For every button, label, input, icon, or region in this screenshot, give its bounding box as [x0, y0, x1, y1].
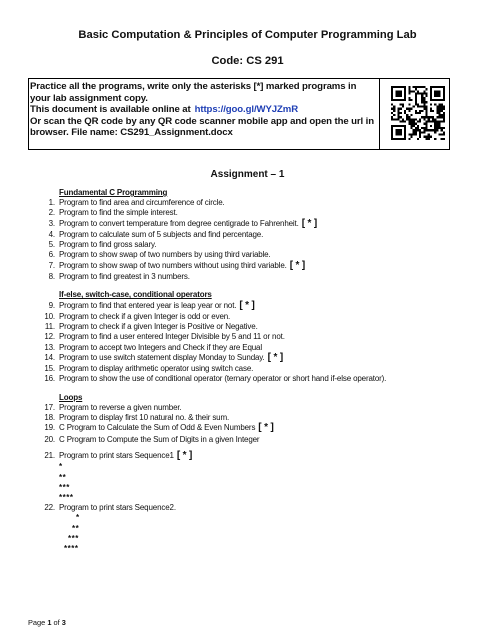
item-number: 20.: [44, 434, 55, 444]
asterisk-mark: [ * ]: [176, 449, 193, 461]
item-number: 4.: [48, 230, 55, 240]
item-text: Program to show swap of two numbers without using third variable.: [59, 260, 287, 270]
notice-text: [30, 81, 376, 139]
list-item: [40, 451, 470, 463]
list-item: [40, 198, 470, 208]
list-item: [40, 301, 470, 313]
online-label: This document is available online at: [30, 104, 191, 116]
notice-line-2: your lab assignment copy.: [30, 92, 148, 104]
item-text: Program to show the use of conditional operator (ternary operator or short hand if-else operator).: [59, 374, 387, 384]
list-item: [40, 240, 470, 250]
section-heading: If-else, switch-case, conditional operators: [59, 290, 212, 300]
footer-total: 3: [61, 618, 66, 627]
section-gap: [40, 385, 470, 393]
item-text: Program to reverse a given number.: [59, 402, 182, 412]
item-number: 18.: [44, 413, 55, 422]
notice-line-4: Or scan the QR code by any QR code scanner mobile app and open the url in: [30, 115, 375, 127]
list-item: [40, 230, 470, 240]
list-item: [40, 261, 470, 273]
list-item: [40, 332, 470, 342]
item-number: 16.: [44, 374, 55, 384]
item-text: Program to use switch statement display Monday to Sunday.: [59, 352, 265, 362]
page-footer: [28, 618, 66, 627]
item-text: Program to display first 10 natural no. & their sum.: [59, 413, 230, 422]
star-row: **: [72, 523, 80, 533]
notice-line-5: browser. File name: CS291_Assignment.docx: [30, 127, 233, 139]
list-item: [40, 250, 470, 260]
item-text: Program to print stars Sequence1: [59, 450, 174, 460]
document-title: Basic Computation & Principles of Computer Programming Lab: [78, 29, 417, 41]
document-url-link[interactable]: https://goo.gl/WYJZmR: [194, 104, 299, 116]
item-number: 7.: [48, 260, 55, 270]
list-item: [40, 413, 470, 423]
asterisk-mark: [ * ]: [258, 422, 274, 434]
asterisk-mark: [ * ]: [267, 351, 283, 363]
item-text: Program to find area and circumference of circle.: [59, 198, 225, 208]
item-number: 9.: [48, 300, 55, 310]
item-number: 13.: [44, 342, 55, 352]
star-row: ****: [59, 492, 74, 502]
section-heading: Fundamental C Programming: [59, 188, 168, 197]
list-item: [40, 322, 470, 332]
box-divider: [379, 79, 380, 149]
item-text: Program to find that entered year is leap year or not.: [59, 300, 237, 310]
item-text: Program to check if a given Integer is odd or even.: [59, 312, 231, 321]
item-number: 10.: [44, 312, 55, 321]
program-list: [40, 188, 470, 554]
section-gap: [40, 282, 470, 290]
item-number: 19.: [44, 423, 55, 433]
item-text: Program to print stars Sequence2.: [59, 503, 176, 513]
asterisk-mark: [ * ]: [301, 217, 318, 229]
list-item: [40, 364, 470, 374]
list-item: [40, 208, 470, 218]
item-number: 15.: [44, 364, 55, 374]
asterisk-mark: [ * ]: [289, 259, 306, 271]
list-item: [40, 219, 470, 231]
item-text: Program to calculate sum of 5 subjects and find percentage.: [59, 230, 264, 240]
item-number: 2.: [48, 208, 55, 218]
item-number: 3.: [48, 218, 55, 228]
footer-middle: of: [51, 618, 62, 627]
list-item: [40, 423, 470, 435]
item-number: 11.: [44, 322, 55, 332]
item-number: 8.: [48, 272, 55, 282]
list-item: [40, 503, 470, 513]
notice-line-1: Practice all the programs, write only the asterisks [*] marked programs in: [30, 81, 357, 92]
item-text: Program to check if a given Integer is Positive or Negative.: [59, 322, 258, 332]
item-text: Program to display arithmetic operator using switch case.: [59, 364, 254, 374]
item-text: Program to find the simple interest.: [59, 208, 178, 218]
star-row: ***: [68, 533, 79, 543]
item-number: 12.: [44, 332, 55, 342]
asterisk-mark: [ * ]: [239, 299, 255, 311]
list-item: [40, 353, 470, 365]
section-heading: Loops: [59, 392, 83, 402]
assignment-title: Assignment – 1: [210, 169, 285, 180]
qr-code-icon: [391, 86, 445, 140]
item-text: Program to accept two Integers and Check if they are Equal: [59, 342, 262, 352]
star-row: ***: [59, 482, 70, 492]
item-text: C Program to Calculate the Sum of Odd & Even Numbers: [59, 423, 256, 433]
star-row: ****: [64, 543, 79, 553]
list-item: [40, 403, 470, 413]
item-text: Program to find a user entered Integer Divisible by 5 and 11 or not.: [59, 332, 285, 342]
notice-box: [28, 78, 450, 150]
footer-prefix: Page: [28, 618, 48, 627]
list-item: [40, 374, 470, 384]
list-item: [40, 435, 470, 445]
footer-page: 1: [47, 618, 52, 627]
item-text: C Program to Compute the Sum of Digits in a given Integer: [59, 434, 260, 444]
item-number: 21.: [44, 450, 55, 460]
list-item: [40, 312, 470, 322]
star-row: *: [76, 513, 80, 523]
item-text: Program to convert temperature from degree centigrade to Fahrenheit.: [59, 218, 299, 228]
star-row: *: [59, 462, 63, 472]
item-number: 5.: [48, 240, 55, 250]
item-number: 22.: [44, 503, 55, 513]
item-text: Program to find greatest in 3 numbers.: [59, 272, 190, 282]
list-item: [40, 272, 470, 282]
list-item: [40, 343, 470, 353]
item-number: 14.: [44, 352, 55, 362]
notice-line-3: [30, 104, 376, 116]
item-text: Program to find gross salary.: [59, 240, 157, 250]
course-code: Code: CS 291: [211, 55, 284, 67]
item-number: 17.: [44, 402, 55, 412]
item-number: 6.: [48, 250, 55, 260]
item-text: Program to show swap of two numbers by using third variable.: [59, 250, 271, 260]
item-number: 1.: [48, 198, 55, 208]
star-row: **: [59, 472, 67, 482]
